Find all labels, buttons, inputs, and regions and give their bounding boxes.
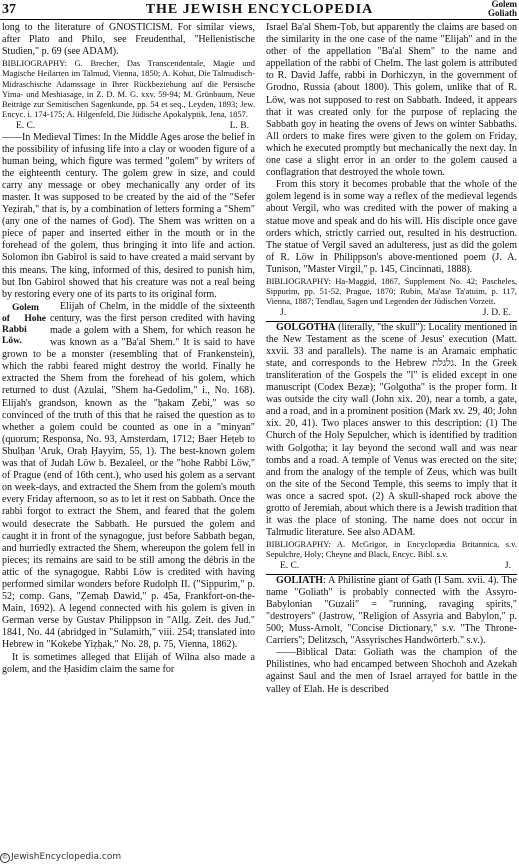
guide-word-last: Goliath bbox=[487, 8, 517, 18]
bibliography: BIBLIOGRAPHY: G. Brecher, Das Transcendentale, Magie und Magische Heilarten im Talmud, Vienna, 1850; A. Kohut, Die Talmudisch-Midraschische Adamssage in Ihrer Rückbeziehung auf die Persische Yima- und Meshiasage, in Z. D. M. G. xxv. 59-94; M. Grünbaum, Neue Beiträge zur Semitischen Sagenkunde, pp. 54 et seq., Leyden, 1893; Jew. Encyc. i. 174-175; A. Hilgenfeld, Die Jüdische Apokalyptik, Jena, 1857. bbox=[2, 58, 255, 120]
entry-goliath bbox=[266, 575, 517, 648]
signature-left: E. C. bbox=[280, 560, 300, 571]
bibliography: BIBLIOGRAPHY: Ha-Maggid, 1867, Supplement No. 42; Pascheles, Sippurim, pp. 51-52, Prague, 1870; Rubin, Ma'ase Ta'atuim, p. 117, Vienna, 1887; Tendlau, Sagen und Legenden der Jüdischen Vorzeit. bbox=[266, 275, 517, 307]
page-title: THE JEWISH ENCYCLOPEDIA bbox=[145, 2, 374, 17]
signature-line bbox=[2, 120, 255, 132]
source-footer bbox=[0, 852, 121, 863]
margin-note: Golem of Hohe Rabbi Löw. bbox=[2, 302, 46, 346]
paragraph bbox=[2, 301, 255, 652]
entry-heading: GOLGOTHA bbox=[276, 321, 336, 333]
paragraph-text: Elijah of Chelm, in the middle of the sixteenth century, was the first person credited with having made a golem with a Shem, for which reason he was known as a "Ba'al Shem." It is said to have grown to be a monster (resembling that of Frankenstein), which the rabbi feared might destroy the world. Finally he extracted the Shem from the forehead of his golem, which returned to dust (Azulai, "Shem ha-Gedolim," i., No. 168). Elijah's grandson, known as the "ḥakam Ẓebi," was so convinced of the truth of this that he raised the question as to whether a golem could be counted as one in a "minyan" (quorum; Responsa, No. 93, Amsterdam, 1712; Baer Heṭeb to Shulḥan 'Aruk, Oraḥ Ḥayyim, 55, 1). The best-known golem was that of Judah Löw b. Bezaleel, or the "hohe Rabbi Löw," of Prague (end of 16th cent.), who used his golem as a servant on week-days, and extracted the Shem from the golem's mouth every Friday afternoon, so as to let it rest on Sabbath. Once the rabbi forgot to extract the Shem, and feared that the golem would desecrate the Sabbath. He pursued the golem and caught it in front of the synagogue, just before Sabbath began, and hurriedly extracted the Shem, whereupon the golem fell in pieces; its remains are said to be still among the débris in the attic of the synagogue. Rabbi Löw is credited with having performed similar wonders before Rudolph II. ("Sippurim," p. 52; comp. Gans, "Ẓemaḥ Dawid," p. 45a, Frankfort-on-the-Main, 1692). A legend connected with his golem is given in German verse by Gustav Philippson in "Allg. Zeit. des Jud." 1841, No. 44 (abridged in "Sulamith," viii. 254; translated into Hebrew in "Kokebe Yiẓḥak," No. 28, p. 75, Vienna, 1862). bbox=[2, 300, 255, 651]
guide-word-first: Golem bbox=[491, 0, 517, 9]
signature-left: J. bbox=[280, 307, 287, 318]
entry-text: : A Philistine giant of Gath (I Sam. xvii. 4). The name "Goliath" is probably connected with the Assyro-Babylonian "Guzali" = "running, ravaging spirits," "destroyers" (Jastrow, "Religion of Assyria and Babylon," p. 500; Muss-Arnolt, "Concise Dictionary," s.v. "The Throne-Carriers"; Delitzsch, "Assyrisches Handwörterb." s.v.). bbox=[266, 574, 517, 647]
copyright-icon: © bbox=[2, 854, 8, 861]
guide-words bbox=[488, 0, 517, 18]
section-medieval: ——In Medieval Times: In the Middle Ages arose the belief in the possibility of infusing life into a clay or wooden figure of a human being, which figure was termed "golem" by writers of the eighteenth century. The golem grew in size, and could carry any message or obey mechanically any order of its master. It was supposed to be created by the aid of the "Sefer Yeẓirah," that is, by a combination of letters forming a "Shem" (any one of the names of God). The Shem was written on a piece of paper and inserted either in the mouth or in the forehead of the golem, thus bringing it into life and action. Solomon ibn Gabirol is said to have created a maid servant by this means. The king, informed of this, desired to punish him, but Ibn Gabirol showed that his creature was not a real being by restoring every one of its parts to its original form. bbox=[2, 131, 255, 300]
paragraph: It is sometimes alleged that Elijah of Wilna also made a golem, and the Ḥasidim claim the same for bbox=[2, 651, 255, 675]
signature-right: L. B. bbox=[229, 120, 249, 131]
signature-right: J. D. E. bbox=[482, 307, 511, 318]
entry-golgotha bbox=[266, 322, 517, 540]
signature-line bbox=[266, 307, 517, 319]
paragraph: Israel Ba'al Shem-Ṭob, but apparently the claims are based on the similarity in the one case of the name "Elijah" and in the other of the appellation "Ba'al Shem" to the name and appellation of the rabbi of Chelm. The last golem is attributed to R. David Jaffe, rabbi in Dorhiczyn, in the government of Grodno, Russia (about 1800). This golem, unlike that of R. Löw, was not supposed to rest on Sabbath. Indeed, it appears that it was created only for the purpose of replacing the Sabbath goy in heating the ovens of Jews on winter Sabbaths. All orders to make fires were given to the golem on Friday, which he executed promptly but mechanically the next day. In one case a slight error in an order to the golem caused a conflagration that destroyed the whole town. bbox=[266, 22, 517, 179]
right-column bbox=[266, 22, 517, 696]
paragraph: From this story it becomes probable that the whole of the golem legend is in some way a reflex of the medieval legends about Vergil, who was credited with the power of making a statue move and speak and do his will. His disciple once gave orders which, strictly carried out, resulted in his destruction. The statue of Vergil saved an adulteress, just as did the golem of R. Löw in Philippson's above-mentioned poem (J. A. Tunison, "Master Virgil," p. 145, Cincinnati, 1888). bbox=[266, 179, 517, 275]
bibliography: BIBLIOGRAPHY: A. McGrigor, in Encyclopædia Britannica, s.v. Sepulchre, Holy; Cheyne and Black, Encyc. Bibl. s.v. bbox=[266, 539, 517, 560]
signature-right: J. bbox=[504, 560, 511, 571]
page-number: 37 bbox=[2, 2, 16, 17]
signature-line bbox=[266, 560, 517, 572]
footer-text: JewishEncyclopedia.com bbox=[11, 852, 122, 862]
paragraph: long to the literature of GNOSTICISM. For similar views, after Plato and Philo, see Freudenthal, "Hellenistische Studien," p. 69 (see ADAM). bbox=[2, 22, 255, 58]
entry-heading: GOLIATH bbox=[276, 574, 324, 586]
section-biblical-data: ——Biblical Data: Goliath was the champion of the Philistines, who had encamped between Shochoh and Azekah against Saul and the men of Israel arrayed for battle in the valley of Elah. He is described bbox=[266, 647, 517, 695]
left-column bbox=[2, 22, 255, 676]
signature-left: E. C. bbox=[16, 120, 36, 131]
header-rule bbox=[0, 19, 519, 20]
entry-text: (literally, "the skull"): Locality mentioned in the New Testament as the scene of Jesus' execution (Matt. xxvii. 33 and parallels). The name is an Aramaic emphatic state, and corresponds to the Hebrew גלגלת. In the Greek transliteration of the Gospels the "l" is elided except in one manuscript (Codex Bezæ); "Golgotha" is the proper form. It was outside the city wall (John xix. 20), near a tomb, a gate, and a road, and in a prominent position (Mark xv. 29, 40; John xix. 20, 41). Two places answer to this description: (1) The Church of the Holy Sepulcher, which is identified by tradition with Golgotha; it lay beyond the second wall and was near tombs and a road. A temple of Venus was erected on the site; and from the analogy of the temple of Zeus, which was built on the site of the Second Temple, this seems to imply that it was once a sacred spot. (2) A skull-shaped rock above the grotto of Jeremiah, about which there is a Jewish tradition that it was the place of stoning. The name does not occur in Talmudic literature. See also ADAM. bbox=[266, 321, 517, 539]
